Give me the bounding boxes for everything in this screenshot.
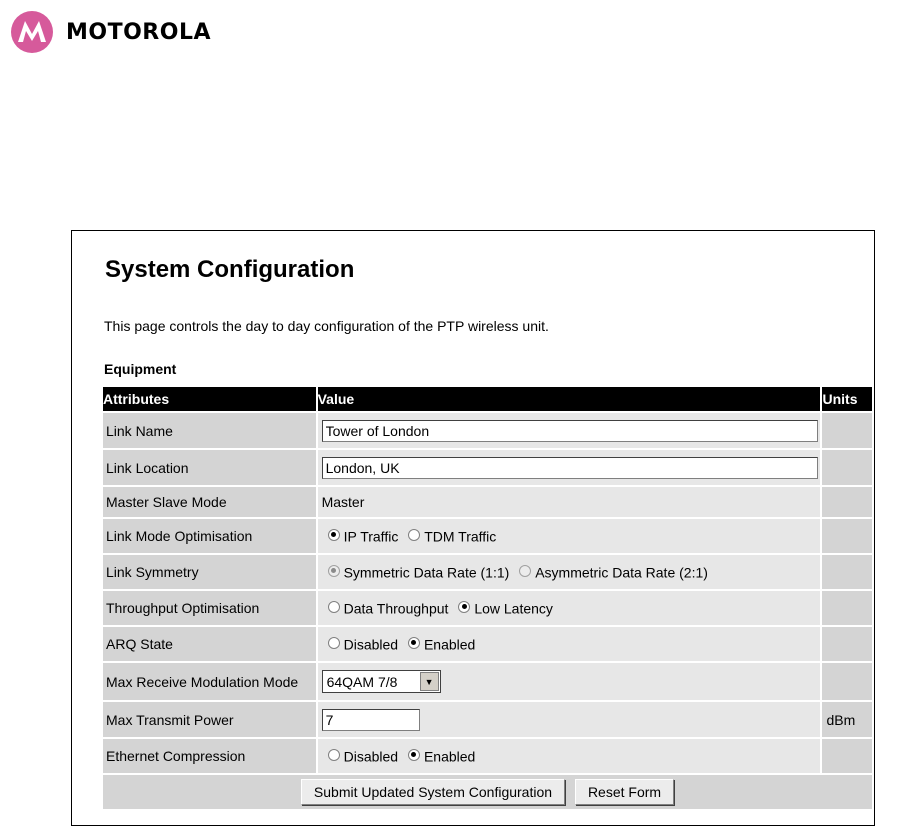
section-title-equipment: Equipment bbox=[104, 361, 177, 377]
row-max-receive-modulation-mode bbox=[103, 663, 872, 700]
radio-low-latency[interactable] bbox=[458, 601, 470, 613]
dropdown-arrow-icon[interactable]: ▼ bbox=[420, 672, 439, 691]
table-header-row bbox=[103, 387, 872, 411]
row-link-location bbox=[103, 450, 872, 485]
label-max-receive-modulation-mode: Max Receive Modulation Mode bbox=[103, 663, 316, 700]
radio-label-tdm-traffic[interactable]: TDM Traffic bbox=[424, 528, 497, 545]
max-transmit-power-input[interactable] bbox=[322, 709, 420, 731]
master-slave-mode-value: Master bbox=[318, 487, 821, 517]
radio-asymmetric[interactable] bbox=[519, 565, 531, 577]
radio-symmetric[interactable] bbox=[328, 565, 340, 577]
radio-label-symmetric[interactable]: Symmetric Data Rate (1:1) bbox=[343, 564, 510, 581]
row-link-name bbox=[103, 413, 872, 448]
button-row bbox=[103, 775, 872, 809]
page-description: This page controls the day to day configuration of the PTP wireless unit. bbox=[104, 318, 549, 334]
label-arq-state: ARQ State bbox=[103, 627, 316, 661]
radio-label-arq-enabled[interactable]: Enabled bbox=[423, 636, 476, 653]
brand-name: MOTOROLA bbox=[66, 19, 211, 45]
label-ethernet-compression: Ethernet Compression bbox=[103, 739, 316, 773]
row-master-slave-mode bbox=[103, 487, 872, 517]
page-title: System Configuration bbox=[105, 256, 355, 283]
radio-label-compression-disabled[interactable]: Disabled bbox=[343, 748, 399, 765]
label-throughput-optimisation: Throughput Optimisation bbox=[103, 591, 316, 625]
row-ethernet-compression bbox=[103, 739, 872, 773]
radio-arq-disabled[interactable] bbox=[328, 637, 340, 649]
label-master-slave-mode: Master Slave Mode bbox=[103, 487, 316, 517]
label-max-transmit-power: Max Transmit Power bbox=[103, 702, 316, 737]
radio-data-throughput[interactable] bbox=[328, 601, 340, 613]
header-attributes: Attributes bbox=[103, 387, 316, 411]
row-throughput-optimisation bbox=[103, 591, 872, 625]
label-link-symmetry: Link Symmetry bbox=[103, 555, 316, 589]
header-value: Value bbox=[318, 387, 821, 411]
system-configuration-panel bbox=[71, 230, 875, 826]
header-units: Units bbox=[822, 387, 872, 411]
label-link-location: Link Location bbox=[103, 450, 316, 485]
radio-ip-traffic[interactable] bbox=[328, 529, 340, 541]
link-name-input[interactable] bbox=[322, 420, 818, 442]
motorola-batwing-icon bbox=[10, 10, 54, 54]
submit-configuration-button[interactable]: Submit Updated System Configuration bbox=[301, 779, 565, 805]
reset-form-button[interactable]: Reset Form bbox=[575, 779, 674, 805]
max-transmit-power-unit: dBm bbox=[822, 702, 872, 737]
radio-compression-disabled[interactable] bbox=[328, 749, 340, 761]
radio-tdm-traffic[interactable] bbox=[408, 529, 420, 541]
modulation-mode-select[interactable] bbox=[322, 670, 441, 693]
modulation-mode-selected-value: 64QAM 7/8 bbox=[326, 673, 398, 690]
row-arq-state bbox=[103, 627, 872, 661]
radio-label-data-throughput[interactable]: Data Throughput bbox=[343, 600, 449, 617]
radio-label-ip-traffic[interactable]: IP Traffic bbox=[343, 528, 399, 545]
link-location-input[interactable] bbox=[322, 457, 818, 479]
motorola-logo bbox=[10, 10, 211, 54]
row-link-mode-optimisation bbox=[103, 519, 872, 553]
radio-arq-enabled[interactable] bbox=[408, 637, 420, 649]
label-link-mode-optimisation: Link Mode Optimisation bbox=[103, 519, 316, 553]
radio-label-compression-enabled[interactable]: Enabled bbox=[423, 748, 476, 765]
radio-label-asymmetric[interactable]: Asymmetric Data Rate (2:1) bbox=[535, 564, 708, 581]
row-max-transmit-power bbox=[103, 702, 872, 737]
label-link-name: Link Name bbox=[103, 413, 316, 448]
radio-label-low-latency[interactable]: Low Latency bbox=[474, 600, 553, 617]
radio-label-arq-disabled[interactable]: Disabled bbox=[343, 636, 399, 653]
row-link-symmetry bbox=[103, 555, 872, 589]
radio-compression-enabled[interactable] bbox=[408, 749, 420, 761]
configuration-table bbox=[101, 385, 874, 811]
